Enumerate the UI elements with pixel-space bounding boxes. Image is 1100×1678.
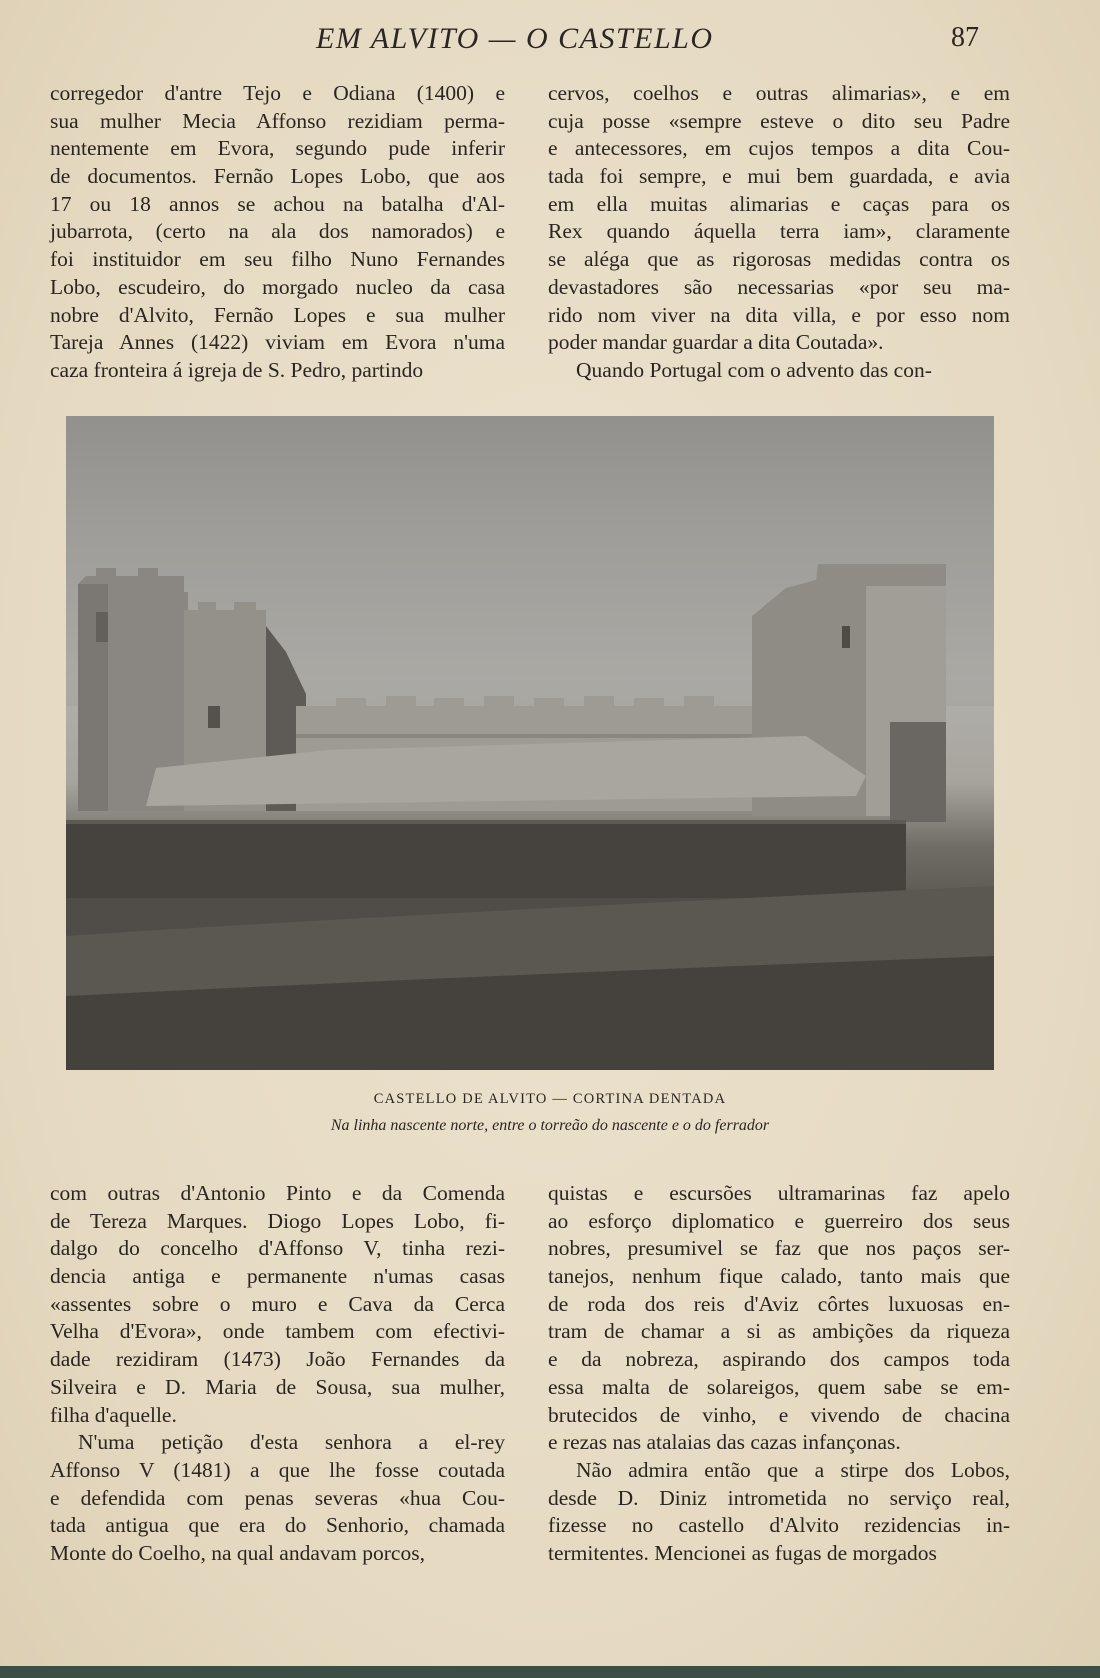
running-header: [0, 22, 1100, 62]
text-line: Velha d'Evora», onde tambem com efectivi-: [50, 1319, 505, 1344]
text-line: dencia antiga e permanente n'umas casas: [50, 1264, 505, 1289]
text-line: Rex quando áquella terra iam», claramente: [548, 219, 1010, 244]
page-bottom-edge: [0, 1666, 1100, 1678]
text-line: 17 ou 18 annos se achou na batalha d'Al-: [50, 191, 505, 216]
text-line: nobres, presumivel se faz que nos paços ser-: [548, 1236, 1010, 1261]
text-line: de roda dos reis d'Aviz côrtes luxuosas en-: [548, 1291, 1010, 1316]
text-line: e antecessores, em cujos tempos a dita Cou-: [548, 136, 1010, 161]
text-line: de Tereza Marques. Diogo Lopes Lobo, fi-: [50, 1208, 505, 1233]
figure-caption-title: CASTELLO DE ALVITO — CORTINA DENTADA: [373, 1091, 727, 1107]
text-line: em ella muitas alimarias e caças para os: [548, 191, 1010, 216]
text-line: e rezas nas atalaias das cazas infançonas.: [548, 1430, 901, 1455]
text-line: e defendida com penas severas «hua Cou-: [50, 1485, 505, 1510]
text-line: rido nom viver na dita villa, e por esso nom: [548, 302, 1010, 327]
text-line: Monte do Coelho, na qual andavam porcos,: [50, 1540, 425, 1565]
castle-wall-illustration: [66, 416, 994, 1070]
text-column-bottom-left: [50, 1180, 505, 1568]
text-line: tada foi sempre, e mui bem guardada, e avia: [548, 164, 1010, 189]
figure-caption-subtitle: Na linha nascente norte, entre o torreão do nascente e o do ferrador: [330, 1117, 770, 1134]
text-line: nentemente em Evora, segundo pude inferir: [50, 136, 505, 161]
text-line: nobre d'Alvito, Fernão Lopes e sua mulher: [50, 302, 505, 327]
text-line: cuja posse «sempre esteve o dito seu Padre: [548, 108, 1010, 133]
text-line: brutecidos de vinho, e vivendo de chacina: [548, 1402, 1010, 1427]
page-number: 87: [951, 22, 979, 53]
text-line: tram de chamar a si as ambições da riqueza: [548, 1319, 1010, 1344]
text-line: se aléga que as rigorosas medidas contra os: [548, 247, 1010, 272]
text-line: dalgo do concelho d'Affonso V, tinha rezi-: [50, 1236, 505, 1261]
text-line: essa malta de solareigos, quem sabe se em-: [548, 1374, 1010, 1399]
text-line: termitentes. Mencionei as fugas de morgados: [548, 1540, 937, 1565]
text-column-bottom-right: [548, 1180, 1010, 1568]
castle-photograph: [66, 416, 994, 1070]
text-line: Affonso V (1481) a que lhe fosse coutada: [50, 1457, 505, 1482]
text-line: «assentes sobre o muro e Cava da Cerca: [50, 1291, 505, 1316]
text-line: caza fronteira á igreja de S. Pedro, partindo: [50, 357, 424, 382]
text-line: poder mandar guardar a dita Coutada».: [548, 330, 884, 355]
text-line: Tareja Annes (1422) viviam em Evora n'uma: [50, 330, 505, 355]
text-line: quistas e escursões ultramarinas faz apelo: [548, 1181, 1010, 1205]
text-line: desde D. Diniz intrometida no serviço real,: [548, 1485, 1010, 1510]
text-column-top-right: [548, 80, 1010, 385]
text-line: N'uma petição d'esta senhora a el-rey: [78, 1430, 505, 1455]
text-line: devastadores são necessarias «por seu ma-: [548, 274, 1010, 299]
text-line: e da nobreza, aspirando dos campos toda: [548, 1347, 1010, 1372]
text-line: filha d'aquelle.: [50, 1402, 177, 1427]
text-line: fizesse no castello d'Alvito rezidencias in-: [548, 1513, 1010, 1538]
text-line: Quando Portugal com o advento das con-: [576, 357, 932, 382]
text-column-top-left: [50, 80, 505, 385]
running-title: EM ALVITO — O CASTELLO: [316, 22, 714, 55]
text-line: jubarrota, (certo na ala dos namorados) e: [50, 219, 505, 244]
text-line: tada antigua que era do Senhorio, chamada: [50, 1513, 505, 1538]
text-line: corregedor d'antre Tejo e Odiana (1400) e: [50, 81, 505, 105]
text-line: Não admira então que a stirpe dos Lobos,: [576, 1457, 1010, 1482]
text-line: com outras d'Antonio Pinto e da Comenda: [50, 1181, 505, 1205]
text-line: tanejos, nenhum fique calado, tanto mais que: [548, 1264, 1010, 1289]
text-line: Lobo, escudeiro, do morgado nucleo da casa: [50, 274, 505, 299]
text-line: Silveira e D. Maria de Sousa, sua mulher,: [50, 1374, 505, 1399]
text-line: ao esforço diplomatico e guerreiro dos seus: [548, 1208, 1010, 1233]
text-line: foi instituidor em seu filho Nuno Fernandes: [50, 247, 505, 272]
text-line: cervos, coelhos e outras alimarias», e em: [548, 81, 1010, 105]
text-line: sua mulher Mecia Affonso rezidiam perma-: [50, 108, 505, 133]
text-line: de documentos. Fernão Lopes Lobo, que aos: [50, 164, 505, 189]
text-line: dade rezidiram (1473) João Fernandes da: [50, 1347, 505, 1372]
